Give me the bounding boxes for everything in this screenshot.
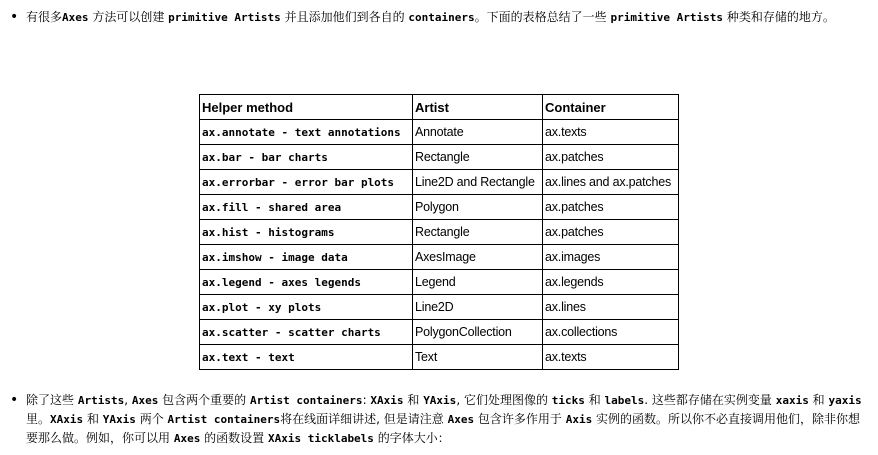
- cell-container: ax.patches: [543, 145, 679, 170]
- table-row: [200, 245, 679, 270]
- cell-artist: Annotate: [413, 120, 543, 145]
- bullet-marker: •: [10, 392, 19, 408]
- text: :: [362, 393, 371, 407]
- cell-helper-method: ax.hist - histograms: [200, 220, 413, 245]
- cell-container: ax.legends: [543, 270, 679, 295]
- table-header-row: [200, 95, 679, 120]
- helper-methods-table: [199, 94, 679, 370]
- cell-helper-method: ax.plot - xy plots: [200, 295, 413, 320]
- text: 的字体大小：: [373, 431, 450, 445]
- text: . 这些都存储在实例变量: [644, 393, 776, 407]
- text: 种类和存储的地方。: [723, 10, 835, 24]
- text: 和: [403, 393, 424, 407]
- text: 两个: [135, 412, 168, 426]
- inline-code: Axis: [565, 413, 593, 426]
- cell-artist: PolygonCollection: [413, 320, 543, 345]
- inline-code: Artist containers: [167, 413, 281, 426]
- cell-artist: Text: [413, 345, 543, 370]
- cell-helper-method: ax.imshow - image data: [200, 245, 413, 270]
- header-artist: Artist: [413, 95, 543, 120]
- table-row: [200, 220, 679, 245]
- text: 和: [808, 393, 829, 407]
- text: 有很多: [26, 10, 63, 24]
- cell-helper-method: ax.bar - bar charts: [200, 145, 413, 170]
- cell-container: ax.collections: [543, 320, 679, 345]
- cell-container: ax.texts: [543, 120, 679, 145]
- table-row: [200, 320, 679, 345]
- inline-code: yaxis: [828, 394, 862, 407]
- text: 的函数设置: [200, 431, 268, 445]
- text: 和: [83, 412, 103, 426]
- cell-container: ax.lines and ax.patches: [543, 170, 679, 195]
- cell-container: ax.lines: [543, 295, 679, 320]
- text: 方法可以创建: [88, 10, 169, 24]
- inline-code: Artist containers: [249, 394, 363, 407]
- table-row: [200, 120, 679, 145]
- inline-code: YAxis: [102, 413, 136, 426]
- inline-code: Axes: [62, 11, 89, 24]
- cell-artist: Line2D: [413, 295, 543, 320]
- inline-code: Axes: [447, 413, 475, 426]
- cell-helper-method: ax.text - text: [200, 345, 413, 370]
- cell-artist: Rectangle: [413, 220, 543, 245]
- cell-container: ax.texts: [543, 345, 679, 370]
- inline-code: YAxis: [423, 394, 457, 407]
- text: 。下面的表格总结了一些: [474, 10, 611, 24]
- outro-list-item: [10, 391, 865, 448]
- header-container: Container: [543, 95, 679, 120]
- table-row: [200, 295, 679, 320]
- cell-helper-method: ax.annotate - text annotations: [200, 120, 413, 145]
- cell-artist: AxesImage: [413, 245, 543, 270]
- inline-code: Artists: [77, 394, 125, 407]
- cell-artist: Polygon: [413, 195, 543, 220]
- table-row: [200, 170, 679, 195]
- table-row: [200, 145, 679, 170]
- text: , 它们处理图像的: [456, 393, 552, 407]
- cell-helper-method: ax.fill - shared area: [200, 195, 413, 220]
- inline-code: xaxis: [775, 394, 809, 407]
- inline-code: XAxis: [370, 394, 404, 407]
- text: 包含许多作用于: [474, 412, 566, 426]
- inline-code: containers: [408, 11, 475, 24]
- text: 包含两个重要的: [158, 393, 250, 407]
- table-row: [200, 345, 679, 370]
- table-row: [200, 270, 679, 295]
- inline-code: ticks: [551, 394, 585, 407]
- inline-code: primitive Artists: [168, 11, 281, 24]
- inline-code: primitive Artists: [610, 11, 724, 24]
- cell-artist: Legend: [413, 270, 543, 295]
- inline-code: XAxis: [50, 413, 84, 426]
- outro-paragraph: [26, 391, 865, 448]
- cell-artist: Rectangle: [413, 145, 543, 170]
- cell-helper-method: ax.scatter - scatter charts: [200, 320, 413, 345]
- cell-artist: Line2D and Rectangle: [413, 170, 543, 195]
- inline-code: XAxis ticklabels: [267, 432, 374, 445]
- cell-container: ax.patches: [543, 220, 679, 245]
- text: 并且添加他们到各自的: [280, 10, 409, 24]
- intro-paragraph: [26, 8, 865, 27]
- cell-container: ax.patches: [543, 195, 679, 220]
- inline-code: labels: [604, 394, 645, 407]
- text: 除了这些: [26, 393, 78, 407]
- intro-list-item: [10, 8, 865, 27]
- inline-code: Axes: [173, 432, 201, 445]
- text: 里。: [26, 412, 51, 426]
- text: 和: [584, 393, 605, 407]
- text: 将在线面详细讲述, 但是请注意: [280, 412, 448, 426]
- table-row: [200, 195, 679, 220]
- cell-helper-method: ax.legend - axes legends: [200, 270, 413, 295]
- cell-helper-method: ax.errorbar - error bar plots: [200, 170, 413, 195]
- cell-container: ax.images: [543, 245, 679, 270]
- text: 实例的函数。所以你不必直接调用他们，除非你想要那么做。例如，你可以用: [26, 412, 861, 445]
- bullet-marker: •: [10, 9, 19, 25]
- inline-code: Axes: [131, 394, 159, 407]
- header-helper-method: Helper method: [200, 95, 413, 120]
- text: ,: [124, 393, 132, 407]
